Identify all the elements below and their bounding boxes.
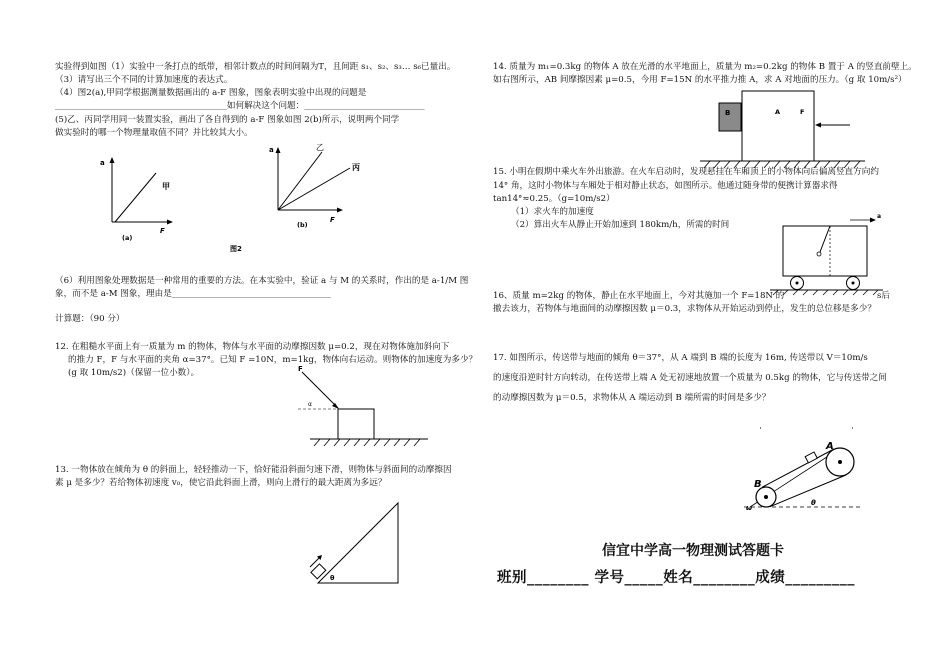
axis-label-f: F	[330, 216, 335, 224]
q17-figure	[740, 422, 865, 521]
question-12: 的推力 F，F 与水平面的夹角 α=37°。已知 F =10N，m=1kg，物体向右运动。则物体的加速度为多少？	[68, 355, 478, 365]
question-17: 的速度沿逆时针方向转动，在传送带上端 A 处无初速地放置一个质量为 0.5kg 的物体，它与传送带之间	[493, 373, 887, 383]
axis-label-a: a	[269, 146, 274, 154]
question-14: 14. 质量为 m₁=0.3kg 的物体 A 放在光滑的水平地面上，质量为 m₂=0.2kg 的物体 B 置于 A 的竖直前壁上。	[493, 62, 917, 72]
text-line: (5)乙、丙同学用同一装置实验，画出了各自得到的 a-F 图象如图 2(b)所示，说明两个同学	[55, 115, 400, 125]
text-line: （3）请写出三个不同的计算加速度的表达式。	[55, 75, 233, 85]
question-17: 17. 如图所示，传送带与地面的倾角 θ＝37°，从 A 端到 B 端的长度为 16m, 传送带以 V＝10m/s	[493, 353, 868, 363]
series-label-bing: 丙	[352, 163, 360, 172]
text-line: 实验得到如图（1）实验中一条打点的纸带，相邻计数点的时间间隔为T，且间距 s₁、s₂、s₃… s₆已量出。	[55, 62, 456, 72]
question-16-tail: s后	[877, 291, 891, 301]
angle-label: θ	[330, 574, 335, 582]
force-label: F	[800, 108, 805, 116]
caption-a: (a)	[122, 234, 133, 242]
text-line: ________________________________________如何解决这个问题：____________________________	[55, 101, 425, 111]
question-15-part: （2）算出火车从静止开始加速到 180km/h，所需的时间	[511, 220, 730, 230]
text-line: 做实验时的哪一个物理量取值不同？并比较其大小。	[55, 128, 253, 138]
q13-figure	[300, 495, 410, 594]
question-15-part: （1）求火车的加速度	[511, 207, 594, 217]
question-13: 素 μ 是多少？若给物体初速度 v₀，使它沿此斜面上滑，则向上滑行的最大距离为多远？	[55, 478, 387, 488]
point-b-label: B	[754, 479, 762, 490]
question-15: tan14°≈0.25。（g=10m/s2）	[493, 194, 615, 204]
question-15: 15. 小明在假期中乘火车外出旅游。在火车启动时，发现悬挂在车厢顶上的小物体向后偏离竖直方向约	[493, 167, 879, 177]
question-17: 的动摩擦因数为 μ＝0.5，求物体从 A 端运动到 B 端所需的时间是多少？	[493, 393, 771, 403]
block-b-label: B	[725, 109, 731, 117]
axis-label-a: a	[100, 159, 105, 167]
figure-caption: 图2	[230, 245, 242, 253]
question-12: 12. 在粗糙水平面上有一质量为 m 的物体，物体与水平面的动摩擦因数 μ=0.2，现在对物体施加斜向下	[55, 342, 450, 352]
question-13: 13. 一物体放在倾角为 θ 的斜面上，轻轻推动一下，恰好能沿斜面匀速下滑，则物体与斜面间的动摩擦因	[55, 465, 452, 475]
q15-figure	[765, 208, 885, 300]
text-line: （4）图2(a),甲同学根据测量数据画出的 a-F 图象，图象表明实验中出现的问题是	[55, 88, 367, 98]
series-label-yi: 乙	[316, 143, 324, 152]
caption-b: (b)	[297, 221, 308, 229]
question-15: 14° 角，这时小物体与车厢处于相对静止状态，如图所示。他通过随身带的便携计算器求得	[493, 181, 838, 191]
angle-label: α	[308, 401, 312, 408]
q12-figure	[280, 362, 440, 458]
series-label-jia: 甲	[162, 182, 170, 191]
accel-label: a	[877, 213, 882, 220]
question-12: (g 取 10m/s2)（保留一位小数）。	[68, 368, 200, 378]
question-14: 如右图所示，AB 间摩擦因素 μ=0.5，今用 F=15N 的水平推力推 A，求 A 对地面的压力。（g 取 10m/s²）	[493, 75, 907, 85]
axis-label-f: F	[160, 227, 165, 235]
point-a-label: A	[826, 441, 834, 452]
angle-label: θ	[811, 499, 816, 507]
section-heading: 计算题：（90 分）	[55, 314, 125, 324]
right-column	[475, 0, 950, 658]
force-label: F	[298, 365, 303, 373]
question-16: 16、质量 m=2kg 的物体，静止在水平地面上，今对其施加一个 F=18N 的	[493, 291, 785, 301]
q14-figure	[700, 87, 870, 176]
omega-label: ω	[746, 504, 753, 512]
answer-card-fields[interactable]: 班别________ 学号_____姓名________成绩_________	[497, 570, 856, 586]
figure-2	[90, 140, 360, 259]
block-a-label: A	[775, 108, 781, 116]
text-line: 象，而不是 a-M 图象，理由是_____________________________________	[55, 289, 331, 299]
text-line: （6）利用图象处理数据是一种常用的重要的方法。在本实验中，验证 a 与 M 的关系时，作出的是 a-1/M 图	[55, 276, 469, 286]
answer-card-title: 信宜中学高一物理测试答题卡	[602, 543, 784, 559]
question-16: 撤去该力，若物体与地面间的动摩擦因数 μ＝0.3，求物体从开始运动到停止，发生的总位移是多少？	[493, 304, 876, 314]
